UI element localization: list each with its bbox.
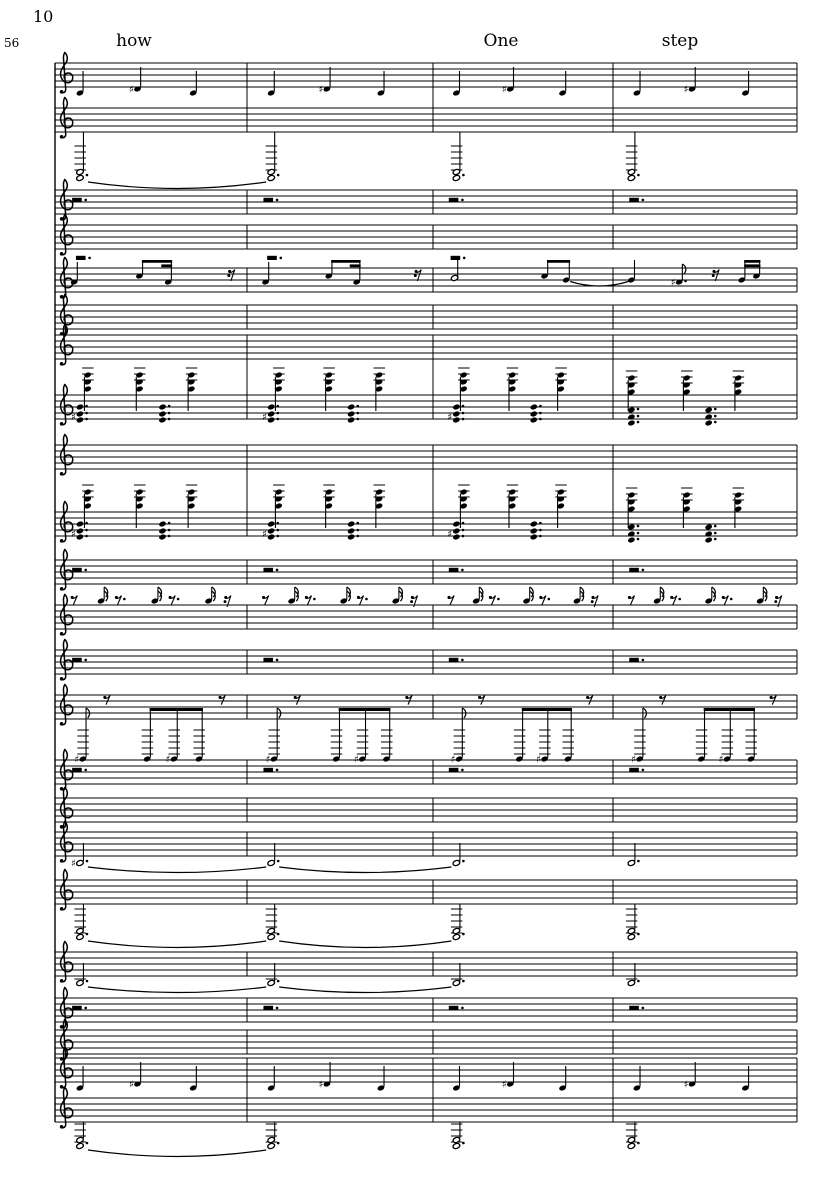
svg-text:♯: ♯ [631, 754, 637, 766]
lyric-syllable: how [116, 31, 152, 51]
staff-1-quarters [55, 53, 797, 97]
svg-text:♯: ♯ [318, 1079, 324, 1091]
staff-16-empty [55, 788, 797, 829]
staff-10-chordCluster [55, 485, 797, 544]
svg-text:♯: ♯ [683, 84, 689, 96]
staff-13-rests [55, 640, 797, 681]
svg-text:♯: ♯ [501, 84, 507, 96]
staff-17-halfTie [55, 822, 797, 873]
staff-8-chordCluster [55, 368, 797, 427]
svg-text:♯: ♯ [670, 277, 676, 289]
staff-2-lowChordTie [55, 98, 797, 189]
svg-text:♯: ♯ [265, 754, 271, 766]
staff-14-eighthChords [55, 685, 797, 766]
staff-3-rests [55, 180, 797, 221]
svg-text:♯: ♯ [536, 754, 541, 766]
lyric-syllable: One [483, 31, 519, 51]
svg-text:♯: ♯ [70, 858, 76, 870]
staff-18-lowChordTie [55, 870, 797, 948]
staff-5-melody [55, 256, 797, 299]
svg-text:♯: ♯ [129, 1079, 134, 1091]
measure-number: 56 [4, 36, 20, 50]
svg-text:♯: ♯ [318, 84, 324, 96]
staff-12-sixteenths [55, 587, 797, 636]
barlines [55, 63, 797, 1122]
staff-23-lowChordTie [55, 1088, 797, 1157]
svg-text:♯: ♯ [262, 529, 268, 540]
svg-text:♯: ♯ [165, 754, 171, 766]
svg-text:♯: ♯ [70, 529, 76, 540]
svg-text:♯: ♯ [262, 412, 268, 423]
staff-4-empty [55, 215, 797, 256]
staff-21-empty [55, 1020, 797, 1061]
svg-text:♯: ♯ [353, 754, 359, 766]
svg-text:♯: ♯ [450, 754, 456, 766]
staff-11-rests [55, 550, 797, 591]
page-number: 10 [33, 7, 54, 26]
svg-text:♯: ♯ [74, 754, 80, 766]
svg-text:♯: ♯ [447, 529, 453, 540]
staff-19-halfTie [55, 942, 797, 993]
lyric-syllable: step [661, 31, 699, 51]
svg-text:♯: ♯ [718, 754, 724, 766]
staff-6-empty [55, 295, 797, 336]
staff-9-empty [55, 435, 797, 476]
staff-20-rests [55, 988, 797, 1029]
staff-7-empty [55, 325, 797, 366]
svg-text:♯: ♯ [447, 412, 453, 423]
svg-text:♯: ♯ [129, 84, 134, 96]
svg-text:♯: ♯ [683, 1079, 689, 1091]
svg-text:♯: ♯ [70, 412, 76, 423]
svg-text:♯: ♯ [501, 1079, 507, 1091]
